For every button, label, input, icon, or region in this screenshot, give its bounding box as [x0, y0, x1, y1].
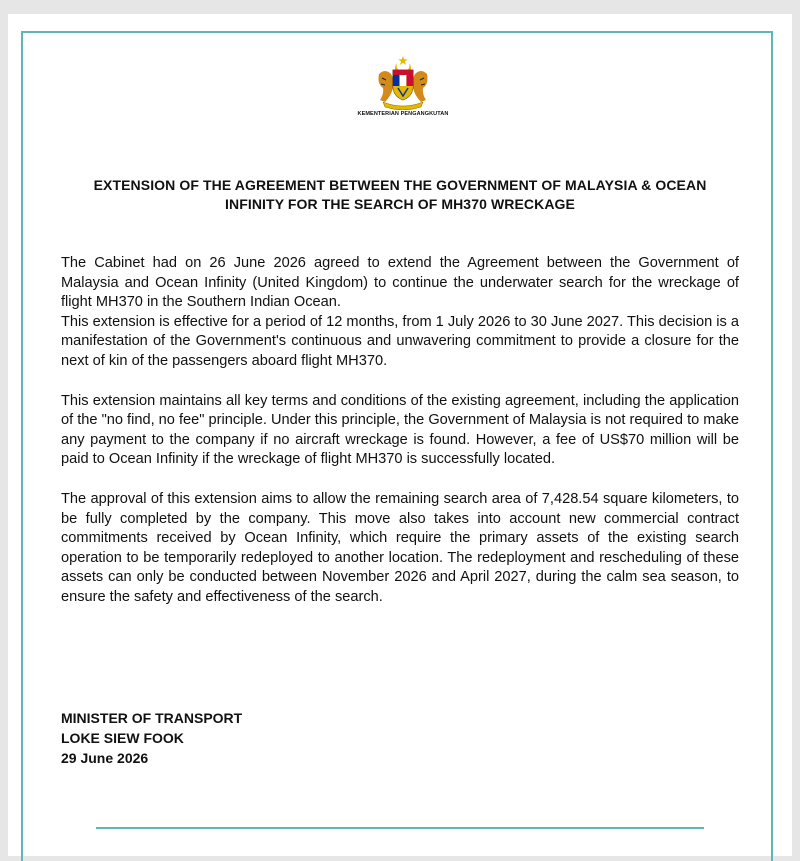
signatory-name: LOKE SIEW FOOK: [61, 730, 184, 746]
footer-divider: [96, 827, 704, 829]
body-paragraph: This extension maintains all key terms and conditions of the existing agreement, including the application of the "no find, no fee" principle. Under this principle, the Government of Malaysia is not required to make any payment to the company if no aircraft wreckage is found. However, a fee of US$70 million will be paid to Ocean Infinity if the wreckage of flight MH370 is successfully located.: [61, 392, 739, 468]
document-page: [8, 14, 792, 856]
document-title: [68, 176, 732, 214]
coat-of-arms-icon: [373, 54, 433, 110]
ministry-letterhead: [353, 54, 453, 134]
body-paragraph: This extension is effective for a period of 12 months, from 1 July 2026 to 30 June 2027. This decision is a manifestation of the Government's continuous and unwavering commitment to provide a closure for the next of kin of the passengers aboard flight MH370.: [61, 313, 739, 369]
signatory-position: MINISTER OF TRANSPORT: [61, 710, 243, 726]
signature-block: [61, 708, 461, 768]
document-title-line-1: EXTENSION OF THE AGREEMENT BETWEEN THE GOVERNMENT OF MALAYSIA & OCEAN: [93, 177, 707, 193]
body-paragraph: The Cabinet had on 26 June 2026 agreed to extend the Agreement between the Government of Malaysia and Ocean Infinity (United Kingdom) to continue the underwater search for the wreckage of flight MH370 in the Southern Indian Ocean.: [61, 255, 739, 311]
document-body: [61, 254, 739, 608]
document-title-line-2: INFINITY FOR THE SEARCH OF MH370 WRECKAGE: [225, 196, 575, 212]
statement-date: 29 June 2026: [61, 750, 149, 766]
body-paragraph: The approval of this extension aims to allow the remaining search area of 7,428.54 square kilometers, to be fully completed by the company. This move also takes into account new commercial contract commitments received by Ocean Infinity, which require the primary assets of the existing search operation to be temporarily redeployed to another location. The redeployment and rescheduling of these assets can only be conducted between November 2026 and April 2027, during the calm sea season, to ensure the safety and effectiveness of the search.: [61, 490, 739, 605]
ministry-name: KEMENTERIAN PENGANGKUTAN: [357, 111, 449, 117]
